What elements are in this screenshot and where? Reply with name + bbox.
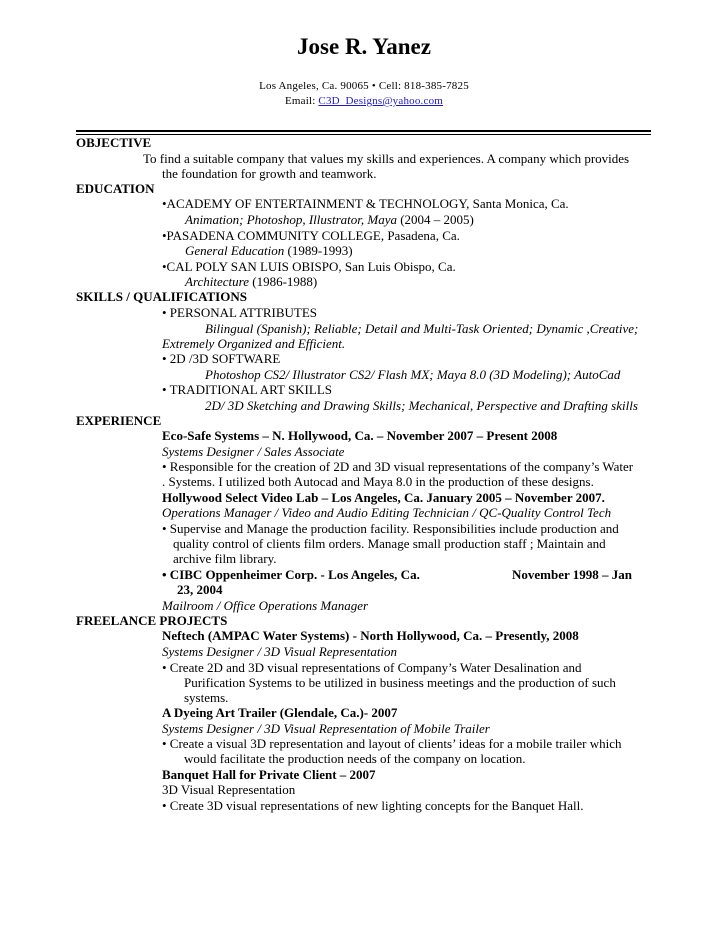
project-role: Systems Designer / 3D Visual Representation of Mobile Trailer bbox=[162, 721, 490, 736]
project-detail: • Create 3D visual representations of new lighting concepts for the Banquet Hall. bbox=[162, 798, 584, 813]
skill-detail: Extremely Organized and Efficient. bbox=[162, 336, 346, 351]
education-detail bbox=[185, 274, 317, 290]
skills-heading: SKILLS / QUALIFICATIONS bbox=[76, 289, 247, 304]
job-detail: quality control of clients film orders. Manage small production staff ; Maintain and bbox=[173, 536, 606, 551]
project-detail: • Create 2D and 3D visual representations of Company’s Water Desalination and bbox=[162, 660, 582, 675]
project-title: Neftech (AMPAC Water Systems) - North Hollywood, Ca. – Presently, 2008 bbox=[162, 628, 579, 643]
email-line bbox=[0, 95, 728, 107]
education-years: (2004 – 2005) bbox=[396, 212, 474, 227]
email-label: Email: bbox=[284, 95, 319, 107]
skill-detail: Bilingual (Spanish); Reliable; Detail and Multi-Task Oriented; Dynamic ,Creative; bbox=[205, 321, 639, 336]
education-years: (1989-1993) bbox=[284, 243, 353, 258]
experience-heading: EXPERIENCE bbox=[76, 413, 162, 428]
project-detail: • Create a visual 3D representation and layout of clients’ ideas for a mobile trailer which bbox=[162, 736, 622, 751]
education-years: (1986-1988) bbox=[249, 274, 318, 289]
skill-category: • 2D /3D SOFTWARE bbox=[162, 351, 281, 366]
education-school: •PASADENA COMMUNITY COLLEGE, Pasadena, Ca. bbox=[162, 228, 460, 243]
skill-detail: 2D/ 3D Sketching and Drawing Skills; Mechanical, Perspective and Drafting skills bbox=[205, 398, 638, 413]
job-detail: . Systems. I utilized both Autocad and Maya 8.0 in the production of these designs. bbox=[162, 474, 594, 489]
header-divider bbox=[76, 130, 651, 132]
project-detail: Purification Systems to be utilized in business meetings and the production of such bbox=[184, 675, 616, 690]
project-title: A Dyeing Art Trailer (Glendale, Ca.)- 2007 bbox=[162, 705, 398, 720]
project-role: Systems Designer / 3D Visual Representation bbox=[162, 644, 398, 659]
education-school: •ACADEMY OF ENTERTAINMENT & TECHNOLOGY, Santa Monica, Ca. bbox=[162, 196, 569, 211]
objective-text: To find a suitable company that values my skills and experiences. A company which provides bbox=[143, 151, 630, 166]
skill-category: • TRADITIONAL ART SKILLS bbox=[162, 382, 333, 397]
project-title: Banquet Hall for Private Client – 2007 bbox=[162, 767, 376, 782]
skill-category: • PERSONAL ATTRIBUTES bbox=[162, 305, 318, 320]
job-title: • CIBC Oppenheimer Corp. - Los Angeles, Ca. bbox=[162, 567, 420, 582]
header-divider-thin bbox=[76, 134, 651, 135]
job-role: Mailroom / Office Operations Manager bbox=[162, 598, 369, 613]
education-heading: EDUCATION bbox=[76, 181, 155, 196]
education-detail bbox=[185, 243, 353, 259]
education-school: •CAL POLY SAN LUIS OBISPO, San Luis Obispo, Ca. bbox=[162, 259, 456, 274]
contact-line: Los Angeles, Ca. 90065 • Cell: 818-385-7825 bbox=[259, 80, 469, 92]
project-role: 3D Visual Representation bbox=[162, 782, 296, 797]
job-detail: • Responsible for the creation of 2D and 3D visual representations of the company’s Water bbox=[162, 459, 634, 474]
project-detail: systems. bbox=[184, 690, 229, 705]
objective-heading: OBJECTIVE bbox=[76, 135, 152, 150]
job-role: Systems Designer / Sales Associate bbox=[162, 444, 345, 459]
job-title: Hollywood Select Video Lab – Los Angeles, Ca. January 2005 – November 2007. bbox=[162, 490, 605, 505]
project-detail: would facilitate the production needs of the company on location. bbox=[184, 751, 526, 766]
education-program: Animation; Photoshop, Illustrator, Maya bbox=[185, 212, 397, 227]
objective-text: the foundation for growth and teamwork. bbox=[162, 166, 377, 181]
skill-detail: Photoshop CS2/ Illustrator CS2/ Flash MX; Maya 8.0 (3D Modeling); AutoCad bbox=[205, 367, 621, 382]
job-detail: • Supervise and Manage the production facility. Responsibilities include production and bbox=[162, 521, 619, 536]
job-title: Eco-Safe Systems – N. Hollywood, Ca. – November 2007 – Present 2008 bbox=[162, 428, 558, 443]
resume-name: Jose R. Yanez bbox=[297, 34, 431, 59]
email-link[interactable]: C3D_Designs@yahoo.com bbox=[318, 95, 444, 107]
education-program: Architecture bbox=[185, 274, 250, 289]
education-detail bbox=[185, 212, 474, 228]
job-dates: November 1998 – Jan bbox=[512, 567, 633, 582]
job-role: Operations Manager / Video and Audio Editing Technician / QC-Quality Control Tech bbox=[162, 505, 612, 520]
job-dates: 23, 2004 bbox=[177, 582, 223, 597]
freelance-heading: FREELANCE PROJECTS bbox=[76, 613, 228, 628]
education-program: General Education bbox=[185, 243, 285, 258]
job-detail: archive film library. bbox=[173, 551, 277, 566]
